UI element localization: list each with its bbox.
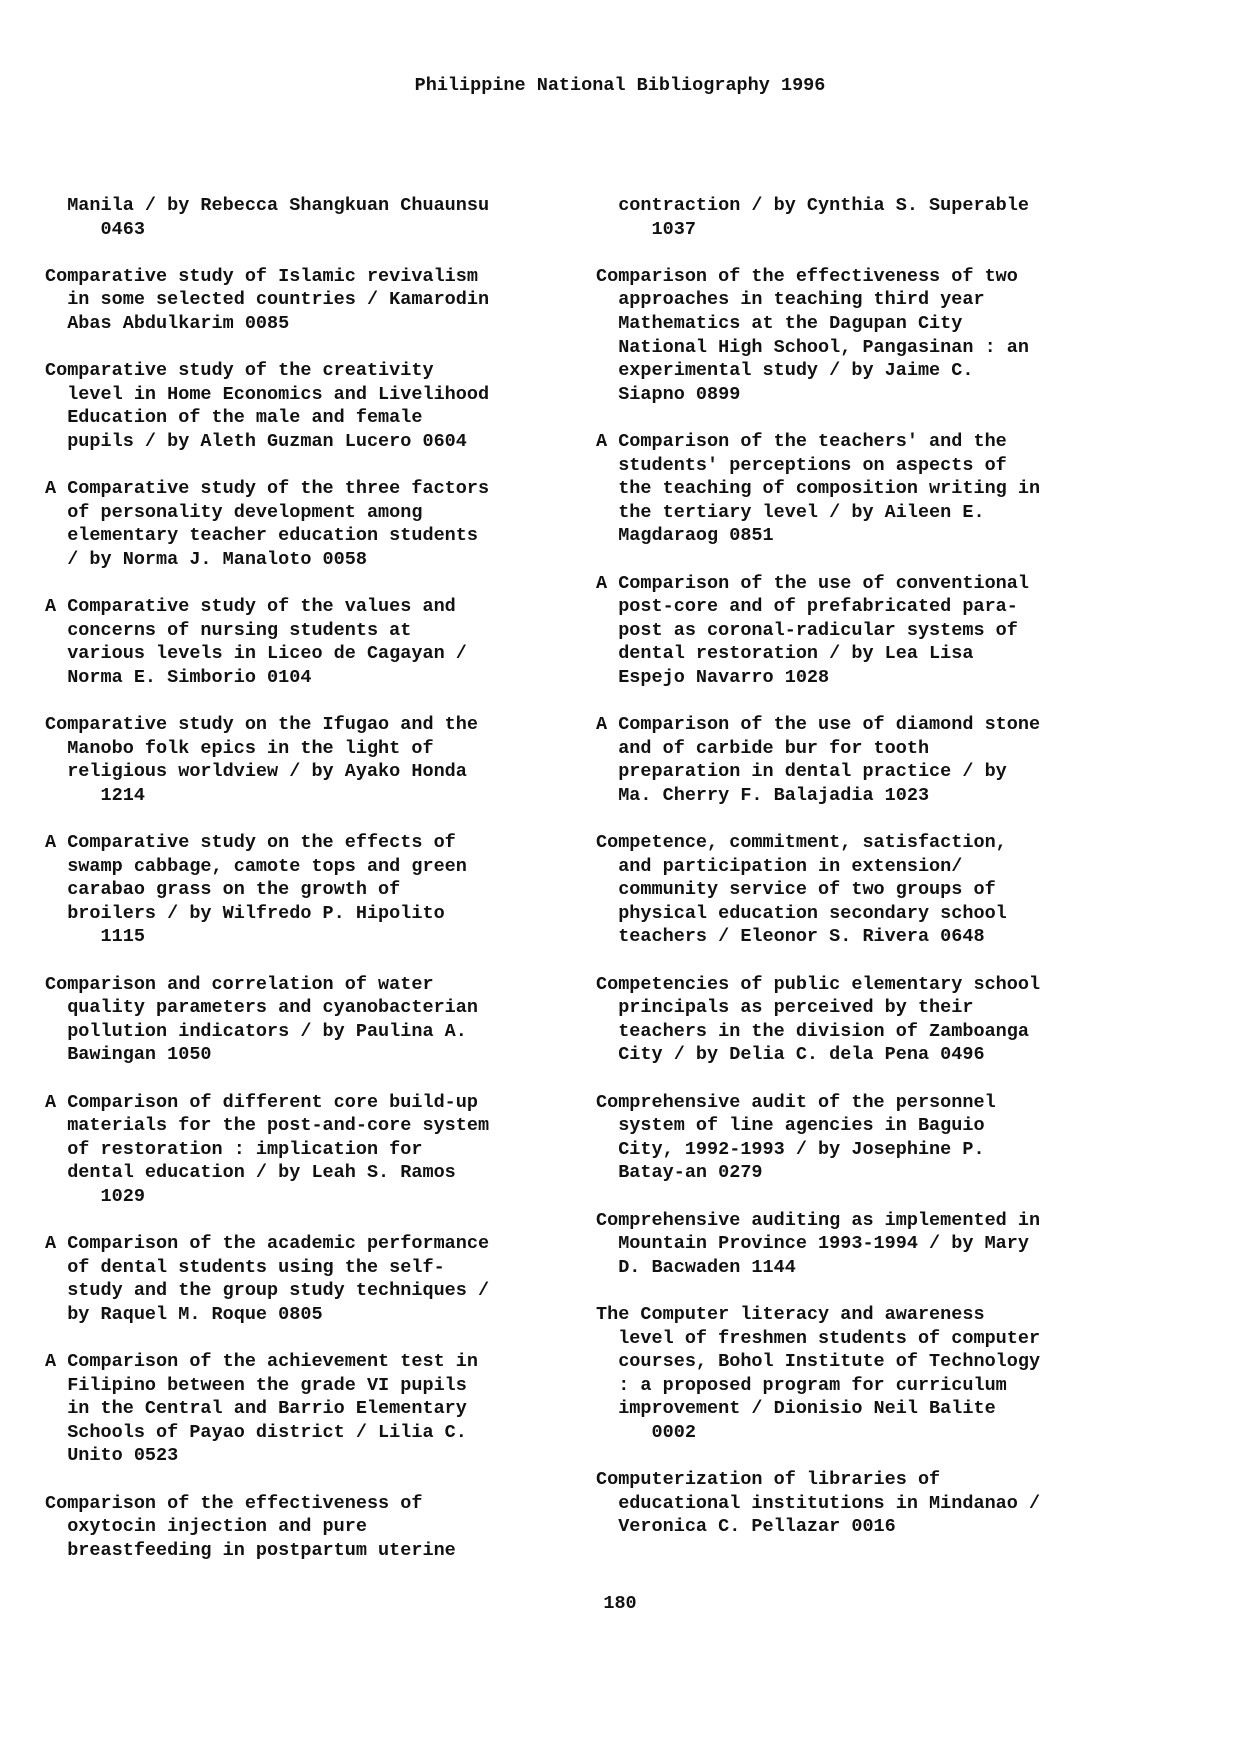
entry-line: Veronica C. Pellazar 0016 (596, 1516, 896, 1538)
entry-line: A Comparison of the use of diamond stone (596, 714, 1041, 736)
entry-line: level of freshmen students of computer (596, 1327, 1041, 1349)
entry-line: system of line agencies in Baguio (596, 1115, 985, 1137)
entry-line: Comparison of the effectiveness of (45, 1492, 423, 1514)
entry-line: dental restoration / by Lea Lisa (596, 643, 974, 665)
entry-line: A Comparison of the academic performance (45, 1233, 490, 1255)
entry-line: the tertiary level / by Aileen E. (596, 501, 985, 523)
entry-line: Comparative study of Islamic revivalism (45, 265, 478, 287)
entry-line: Comparison and correlation of water (45, 973, 434, 995)
entry-line: Manila / by Rebecca Shangkuan Chuaunsu (45, 195, 490, 216)
blank-line (596, 689, 1156, 713)
entry-line: by Raquel M. Roque 0805 (45, 1303, 323, 1325)
page-header: Philippine National Bibliography 1996 (414, 75, 826, 96)
entry-line: A Comparison of the teachers' and the (596, 430, 1007, 452)
entry-line: materials for the post-and-core system (45, 1115, 490, 1137)
entry-line: 1214 (45, 784, 145, 806)
entry-line: Competence, commitment, satisfaction, (596, 832, 1007, 854)
blank-line (596, 1185, 1156, 1209)
entry-line: Comparative study on the Ifugao and the (45, 714, 478, 736)
entry-line: swamp cabbage, camote tops and green (45, 855, 467, 877)
entry-line: Mountain Province 1993-1994 / by Mary (596, 1233, 1029, 1255)
entry-line: courses, Bohol Institute of Technology (596, 1351, 1041, 1373)
entry-line: Abas Abdulkarim 0085 (45, 312, 290, 334)
entry-line: 1037 (596, 218, 696, 240)
entry-line: approaches in teaching third year (596, 289, 985, 311)
entry-line: A Comparison of different core build-up (45, 1091, 478, 1113)
entry-line: Norma E. Simborio 0104 (45, 666, 312, 688)
entry-line: post-core and of prefabricated para- (596, 596, 1018, 618)
entry-line: and participation in extension/ (596, 855, 963, 877)
entry-line: 1029 (45, 1185, 145, 1207)
blank-line (45, 1468, 605, 1492)
entry-line: Comprehensive audit of the personnel (596, 1091, 996, 1113)
entry-line: A Comparative study of the three factors (45, 478, 490, 500)
entry-line: level in Home Economics and Livelihood (45, 383, 490, 405)
blank-line (45, 1209, 605, 1233)
blank-line (596, 241, 1156, 265)
entry-line: of restoration : implication for (45, 1138, 423, 1160)
entry-line: Manobo folk epics in the light of (45, 737, 434, 759)
entry-line: educational institutions in Mindanao / (596, 1492, 1041, 1514)
entry-line: religious worldview / by Ayako Honda (45, 761, 467, 783)
entry-line: D. Bacwaden 1144 (596, 1256, 796, 1278)
entry-line: the teaching of composition writing in (596, 478, 1041, 500)
blank-line (45, 572, 605, 596)
entry-line: Comparison of the effectiveness of two (596, 265, 1018, 287)
entry-line: experimental study / by Jaime C. (596, 360, 974, 382)
blank-line (596, 949, 1156, 973)
entry-line: study and the group study techniques / (45, 1280, 490, 1302)
entry-line: in the Central and Barrio Elementary (45, 1398, 467, 1420)
entry-line: A Comparative study of the values and (45, 596, 456, 618)
entry-line: A Comparative study on the effects of (45, 832, 456, 854)
blank-line (45, 949, 605, 973)
entry-line: Bawingan 1050 (45, 1044, 212, 1066)
entry-line: Batay-an 0279 (596, 1162, 763, 1184)
page-number: 180 (603, 1593, 637, 1614)
entry-line: Siapno 0899 (596, 383, 741, 405)
entry-line: carabao grass on the growth of (45, 879, 401, 901)
left-column (45, 194, 605, 1562)
blank-line (596, 807, 1156, 831)
entry-line: Ma. Cherry F. Balajadia 1023 (596, 784, 930, 806)
blank-line (596, 1444, 1156, 1468)
entry-line: 1115 (45, 926, 145, 948)
entry-line: National High School, Pangasinan : an (596, 336, 1029, 358)
entry-line: Competencies of public elementary school (596, 973, 1041, 995)
entry-line: quality parameters and cyanobacterian (45, 997, 478, 1019)
entry-line: A Comparison of the use of conventional (596, 572, 1029, 594)
entry-line: elementary teacher education students (45, 525, 478, 547)
entry-line: physical education secondary school (596, 902, 1007, 924)
entry-line: community service of two groups of (596, 879, 996, 901)
entry-line: : a proposed program for curriculum (596, 1374, 1007, 1396)
blank-line (596, 1279, 1156, 1303)
entry-line: dental education / by Leah S. Ramos (45, 1162, 456, 1184)
entry-line: students' perceptions on aspects of (596, 454, 1007, 476)
entry-line: pollution indicators / by Paulina A. (45, 1020, 467, 1042)
entry-line: Schools of Payao district / Lilia C. (45, 1421, 467, 1443)
entry-line: pupils / by Aleth Guzman Lucero 0604 (45, 430, 467, 452)
entry-line: teachers in the division of Zamboanga (596, 1020, 1029, 1042)
entry-line: and of carbide bur for tooth (596, 737, 930, 759)
entry-line: concerns of nursing students at (45, 619, 412, 641)
entry-line: Comprehensive auditing as implemented in (596, 1209, 1041, 1231)
blank-line (45, 807, 605, 831)
entry-line: teachers / Eleonor S. Rivera 0648 (596, 926, 985, 948)
entry-line: post as coronal-radicular systems of (596, 619, 1018, 641)
blank-line (596, 406, 1156, 430)
entry-line: improvement / Dionisio Neil Balite (596, 1398, 996, 1420)
entry-line: Magdaraog 0851 (596, 525, 774, 547)
entry-line: Filipino between the grade VI pupils (45, 1374, 467, 1396)
right-column (596, 194, 1156, 1539)
blank-line (45, 454, 605, 478)
blank-line (45, 689, 605, 713)
entry-line: breastfeeding in postpartum uterine (45, 1539, 456, 1561)
entry-line: of personality development among (45, 501, 423, 523)
entry-line: 0002 (596, 1421, 696, 1443)
entry-line: Computerization of libraries of (596, 1469, 941, 1491)
blank-line (45, 241, 605, 265)
blank-line (45, 1327, 605, 1351)
entry-line: Mathematics at the Dagupan City (596, 312, 963, 334)
blank-line (596, 548, 1156, 572)
blank-line (45, 1067, 605, 1091)
entry-line: City / by Delia C. dela Pena 0496 (596, 1044, 985, 1066)
entry-line: contraction / by Cynthia S. Superable (596, 195, 1029, 216)
entry-line: broilers / by Wilfredo P. Hipolito (45, 902, 445, 924)
entry-line: Education of the male and female (45, 407, 423, 429)
entry-line: A Comparison of the achievement test in (45, 1351, 478, 1373)
entry-line: principals as perceived by their (596, 997, 974, 1019)
blank-line (596, 1067, 1156, 1091)
entry-line: 0463 (45, 218, 145, 240)
entry-line: Espejo Navarro 1028 (596, 666, 830, 688)
entry-line: in some selected countries / Kamarodin (45, 289, 490, 311)
blank-line (45, 336, 605, 360)
entry-line: Comparative study of the creativity (45, 360, 434, 382)
entry-line: / by Norma J. Manaloto 0058 (45, 548, 367, 570)
entry-line: various levels in Liceo de Cagayan / (45, 643, 467, 665)
entry-line: Unito 0523 (45, 1445, 179, 1467)
entry-line: The Computer literacy and awareness (596, 1303, 985, 1325)
entry-line: oxytocin injection and pure (45, 1516, 367, 1538)
entry-line: preparation in dental practice / by (596, 761, 1007, 783)
entry-line: of dental students using the self- (45, 1256, 445, 1278)
entry-line: City, 1992-1993 / by Josephine P. (596, 1138, 985, 1160)
